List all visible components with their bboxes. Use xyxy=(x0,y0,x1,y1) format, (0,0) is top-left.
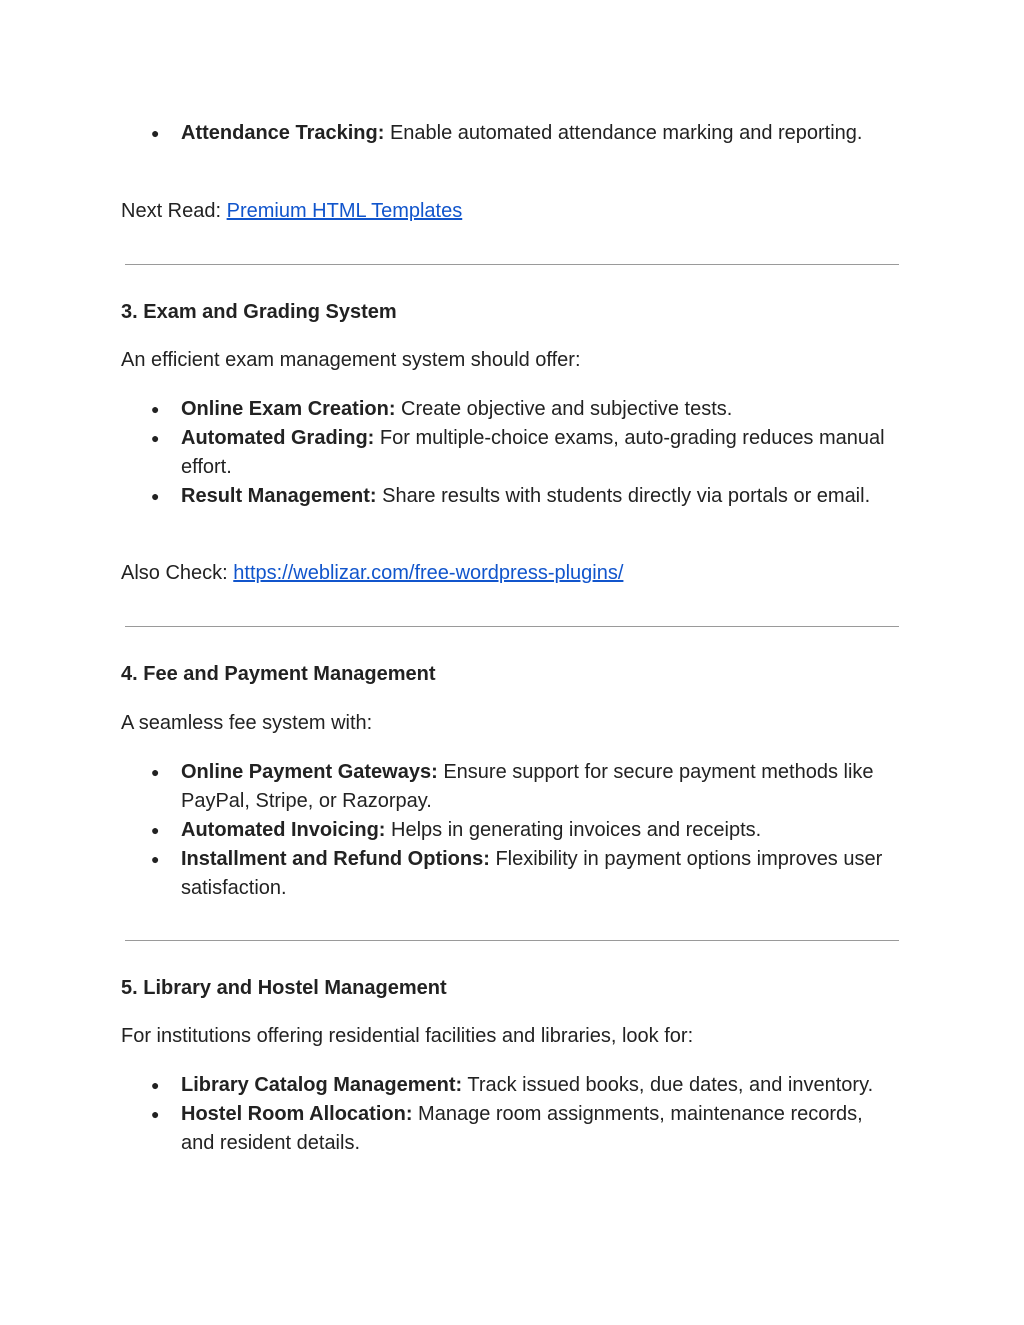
list-item: ● Online Payment Gateways: Ensure support for secure payment methods like PayPal, Stripe, or Razorpay. xyxy=(151,758,901,816)
section-intro: For institutions offering residential facilities and libraries, look for: xyxy=(121,1025,694,1047)
divider xyxy=(125,264,899,265)
section-intro: An efficient exam management system should offer: xyxy=(121,349,581,371)
list-item: ● Installment and Refund Options: Flexibility in payment options improves user satisfaction. xyxy=(151,845,901,903)
also-check-line: Also Check: https://weblizar.com/free-wordpress-plugins/ xyxy=(121,562,624,584)
next-read-line: Next Read: Premium HTML Templates xyxy=(121,200,463,222)
divider xyxy=(125,940,899,941)
divider xyxy=(125,626,899,627)
section-heading: 5. Library and Hostel Management xyxy=(121,977,447,999)
list-item: ● Automated Grading: For multiple-choice exams, auto-grading reduces manual effort. xyxy=(151,424,901,482)
next-read-link[interactable]: Premium HTML Templates xyxy=(226,200,463,222)
list-item: ● Hostel Room Allocation: Manage room assignments, maintenance records, and resident details. xyxy=(151,1100,901,1158)
section-intro: A seamless fee system with: xyxy=(121,712,373,734)
also-check-link[interactable]: https://weblizar.com/free-wordpress-plugins/ xyxy=(233,562,624,584)
bullet-list-attendance xyxy=(151,119,901,148)
section-heading: 4. Fee and Payment Management xyxy=(121,663,436,685)
list-item: ● Online Exam Creation: Create objective and subjective tests. xyxy=(151,395,901,424)
bullet-list-exam xyxy=(151,395,901,511)
bullet-list-library xyxy=(151,1071,901,1158)
list-item: ● Result Management: Share results with students directly via portals or email. xyxy=(151,482,901,511)
bullet-list-fee xyxy=(151,758,901,903)
list-item: ● Attendance Tracking: Enable automated attendance marking and reporting. xyxy=(151,119,901,148)
section-heading: 3. Exam and Grading System xyxy=(121,301,397,323)
list-item: ● Library Catalog Management: Track issued books, due dates, and inventory. xyxy=(151,1071,901,1100)
list-item: ● Automated Invoicing: Helps in generating invoices and receipts. xyxy=(151,816,901,845)
